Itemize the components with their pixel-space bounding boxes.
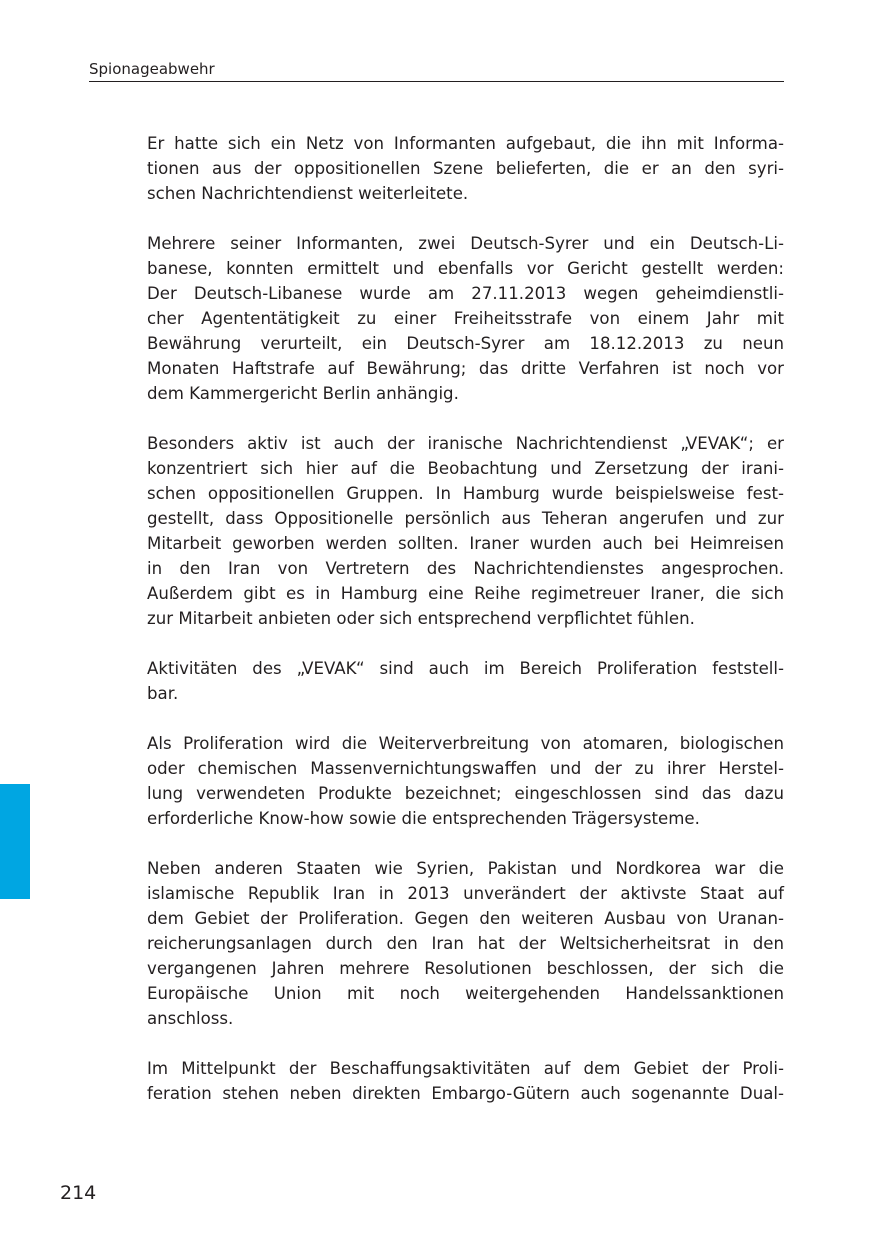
text-line: dem Gebiet der Proliferation. Gegen den weiteren Ausbau von Uranan- [147, 909, 784, 928]
text-line: islamische Republik Iran in 2013 unverändert der aktivste Staat auf [147, 884, 784, 903]
text-line: in den Iran von Vertretern des Nachrichtendienstes angesprochen. [147, 559, 784, 578]
paragraph [147, 431, 784, 631]
paragraph [147, 231, 784, 406]
paragraph [147, 856, 784, 1031]
text-line: schen Nachrichtendienst weiterleitete. [147, 184, 469, 203]
running-header: Spionageabwehr [89, 59, 784, 82]
text-line: Aktivitäten des „VEVAK“ sind auch im Bereich Proliferation feststell- [147, 659, 784, 678]
text-line: reicherungsanlagen durch den Iran hat der Weltsicherheitsrat in den [147, 934, 784, 953]
text-line: Europäische Union mit noch weitergehenden Handelssanktionen [147, 984, 784, 1003]
text-line: banese, konnten ermittelt und ebenfalls vor Gericht gestellt werden: [147, 259, 784, 278]
text-line: zur Mitarbeit anbieten oder sich entsprechend verpflichtet fühlen. [147, 609, 695, 628]
page-number: 214 [60, 1182, 97, 1204]
text-line: vergangenen Jahren mehrere Resolutionen beschlossen, der sich die [147, 959, 784, 978]
text-line: Außerdem gibt es in Hamburg eine Reihe regimetreuer Iraner, die sich [147, 584, 784, 603]
text-line: Bewährung verurteilt, ein Deutsch-Syrer am 18.12.2013 zu neun [147, 334, 784, 353]
paragraph [147, 131, 784, 206]
text-line: gestellt, dass Oppositionelle persönlich aus Teheran angerufen und zur [147, 509, 784, 528]
text-line: Monaten Haftstrafe auf Bewährung; das dritte Verfahren ist noch vor [147, 359, 784, 378]
text-line: dem Kammergericht Berlin anhängig. [147, 384, 459, 403]
text-line: bar. [147, 684, 179, 703]
text-line: Der Deutsch-Libanese wurde am 27.11.2013 wegen geheimdienstli- [147, 284, 784, 303]
text-line: lung verwendeten Produkte bezeichnet; eingeschlossen sind das dazu [147, 784, 784, 803]
text-line: Mehrere seiner Informanten, zwei Deutsch-Syrer und ein Deutsch-Li- [147, 234, 784, 253]
text-line: Im Mittelpunkt der Beschaffungsaktivitäten auf dem Gebiet der Proli- [147, 1059, 784, 1078]
paragraph [147, 731, 784, 831]
text-line: cher Agententätigkeit zu einer Freiheitsstrafe von einem Jahr mit [147, 309, 784, 328]
text-line: Mitarbeit geworben werden sollten. Iraner wurden auch bei Heimreisen [147, 534, 784, 553]
text-line: Besonders aktiv ist auch der iranische Nachrichtendienst „VEVAK“; er [147, 434, 784, 453]
paragraph [147, 1056, 784, 1106]
paragraph [147, 656, 784, 706]
text-line: Er hatte sich ein Netz von Informanten aufgebaut, die ihn mit Informa- [147, 134, 784, 153]
text-line: anschloss. [147, 1009, 234, 1028]
chapter-tab-marker [0, 784, 30, 899]
text-line: erforderliche Know-how sowie die entsprechenden Trägersysteme. [147, 809, 700, 828]
body-text [147, 131, 784, 1131]
text-line: Neben anderen Staaten wie Syrien, Pakistan und Nordkorea war die [147, 859, 784, 878]
text-line: oder chemischen Massenvernichtungswaffen und der zu ihrer Herstel- [147, 759, 784, 778]
text-line: feration stehen neben direkten Embargo-Gütern auch sogenannte Dual- [147, 1084, 784, 1103]
text-line: schen oppositionellen Gruppen. In Hamburg wurde beispielsweise fest- [147, 484, 784, 503]
text-line: Als Proliferation wird die Weiterverbreitung von atomaren, biologischen [147, 734, 784, 753]
text-line: konzentriert sich hier auf die Beobachtung und Zersetzung der irani- [147, 459, 784, 478]
text-line: tionen aus der oppositionellen Szene belieferten, die er an den syri- [147, 159, 784, 178]
